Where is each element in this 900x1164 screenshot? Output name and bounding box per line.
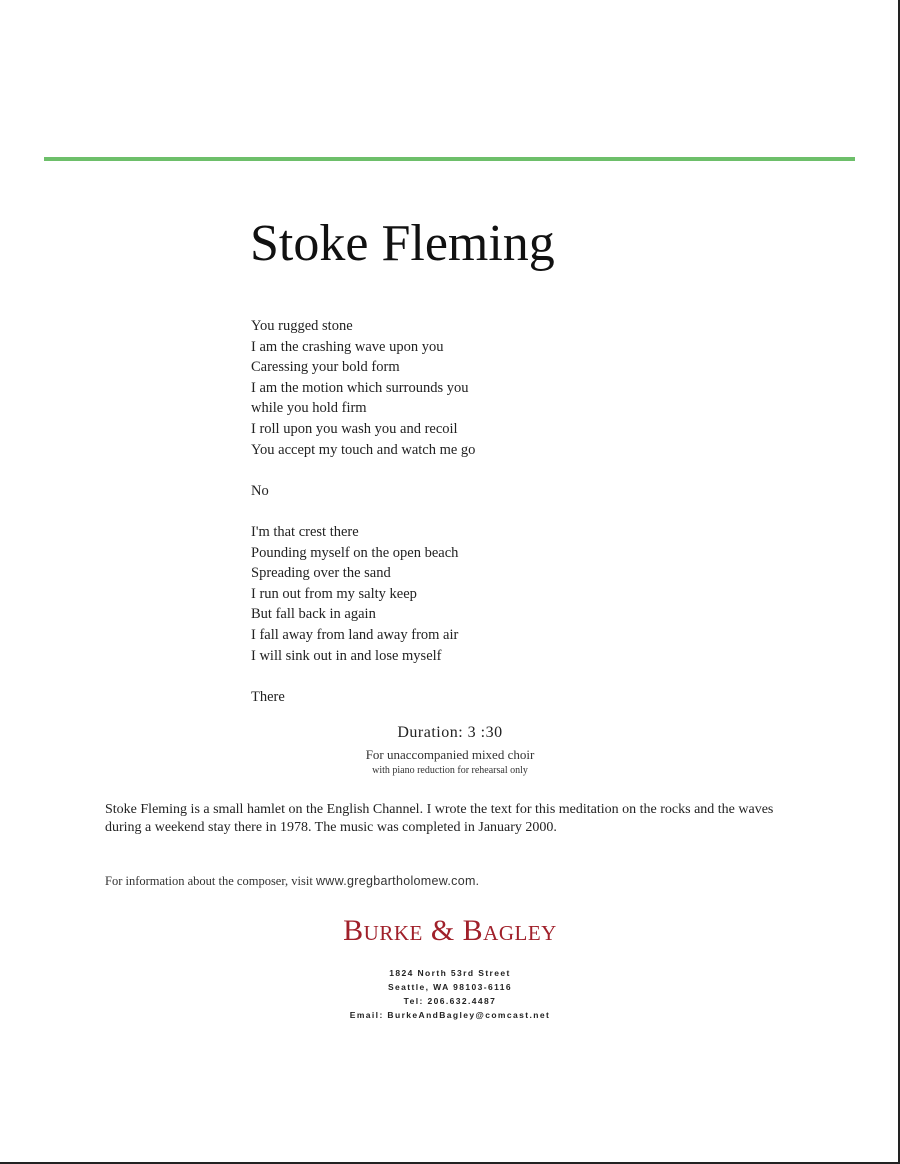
poem-line: I am the crashing wave upon you — [251, 338, 444, 355]
poem-line: I am the motion which surrounds you — [251, 379, 469, 396]
publisher-phone: Tel: 206.632.4487 — [403, 996, 497, 1006]
poem-line: Pounding myself on the open beach — [251, 544, 459, 561]
page-title: Stoke Fleming — [250, 215, 555, 272]
poem-line: while you hold firm — [251, 400, 367, 417]
scoring: For unaccompanied mixed choir — [365, 747, 535, 762]
scoring-note: with piano reduction for rehearsal only — [372, 765, 528, 776]
poem-line: There — [251, 688, 285, 705]
poem-line: I roll upon you wash you and recoil — [251, 420, 458, 437]
poem-line: I'm that crest there — [251, 523, 359, 540]
poem-line: You rugged stone — [251, 318, 353, 334]
poem-line: Spreading over the sand — [251, 565, 391, 582]
poem-line: But fall back in again — [251, 606, 376, 623]
stanza-break — [251, 501, 475, 522]
poem-line: I run out from my salty keep — [251, 585, 417, 602]
header-rule — [44, 157, 855, 161]
program-note: Stoke Fleming is a small hamlet on the English Channel. I wrote the text for this meditation on the rocks and the waves during a weekend stay there in 1978. The music was completed in January 2000. — [105, 802, 774, 835]
poem-line: I will sink out in and lose myself — [251, 647, 442, 664]
stanza-break — [251, 666, 475, 687]
composer-info — [105, 874, 479, 889]
publisher-name: Burke & Bagley — [343, 914, 557, 947]
publisher-email[interactable]: Email: BurkeAndBagley@comcast.net — [349, 1010, 551, 1020]
duration: Duration: 3 :30 — [397, 724, 503, 741]
composer-website-link[interactable]: www.gregbartholomew.com — [315, 874, 476, 888]
poem-line: No — [251, 482, 269, 499]
publisher-address-line2: Seattle, WA 98103-6116 — [387, 982, 513, 992]
poem-line: I fall away from land away from air — [251, 626, 459, 643]
poem — [251, 316, 475, 707]
composer-info-prefix: For information about the composer, visit — [105, 874, 316, 888]
poem-line: You accept my touch and watch me go — [251, 441, 476, 458]
stanza-break — [251, 460, 475, 481]
publisher-address-line1: 1824 North 53rd Street — [389, 968, 511, 978]
composer-info-suffix: . — [475, 874, 479, 888]
poem-line: Caressing your bold form — [251, 359, 400, 376]
